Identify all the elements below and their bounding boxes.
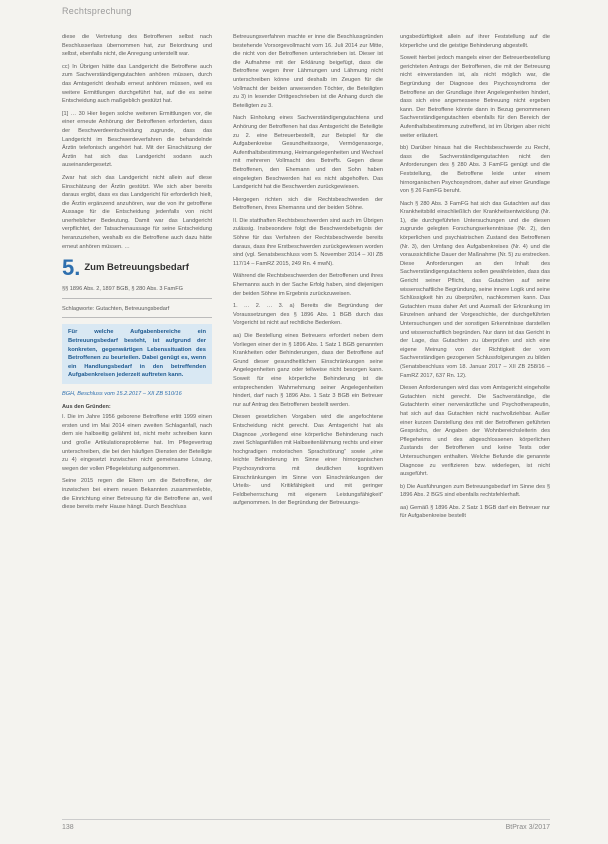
page-number: 138 xyxy=(62,824,74,831)
paragraph: Soweit hierbei jedoch mangels einer der Betreuerbestellung gerichteten Antrags der Betroffenen, die mit der Betreuung nicht einverstanden ist, als nicht möglich war, die Begründung der Diagnose des Psychosyndroms der Betroffene an der Grundlage ihrer Angelegenheiten hindert, dass sich eine angemessene Betreuung nicht ergeben kann. Der Betroffene könnte dann in Bezug genommenen Sachverständigengutachten ebenfalls für den Bereich der Aufenthaltsbestimmung zutreffend, ist im Übrigen aber nicht weiter erläutert. xyxy=(400,55,550,139)
paragraph: Zwar hat sich das Landgericht nicht allein auf diese Einschätzung der Ärztin gestützt. Wie sich aber bereits daraus ergibt, dass es das Landgericht für erforderlich hielt, die Ärztin ergänzend anzuhören, war die von ihr getroffene Aussage für die Entscheidung jedenfalls von nicht unerheblicher Bedeutung. Damit war das Landgericht verpflichtet, der Tatsachenaussage für seine Entscheidung heranzuziehen, weshalb es die Betroffene auch dazu hätte erneut anhören müssen. … xyxy=(62,174,212,250)
paragraph: 1. … 2. … 3. a) Bereits die Begründung der Voraussetzungen des § 1896 Abs. 1 BGB durch das Vorgericht ist nicht auf rechtliche Bedenken. xyxy=(233,303,383,327)
journal-issue: BtPrax 3/2017 xyxy=(505,824,550,831)
paragraph: Diesen gesetzlichen Vorgaben wird die angefochtene Entscheidung nicht gerecht. Das Amtsgericht hat als Diagnose „vorliegend eine körperliche Behinderung nach zwei Schlaganfällen mit Halbseitenlähmung rechts und einer hochgradigen motorischen Sprachstörung“ sowie „eine leichte Behinderung im Sinne einer hirnorganischen Psychosyndroms mit deutlichen kognitiven Einschränkungen im Sinne von Einschränkungen der Urteils- und Kritikfähigkeit und mit geringer Feldbeherrschung mit eigenem Leistungsfähigkeit“ aufgenommen. In der Begründung der Betreuungs- xyxy=(233,414,383,507)
paragraph: Betreuungsverfahren machte er inne die Beschlussgründen bestehende Vorsorgevollmacht vom 16. Juli 2014 zur Mitte, die nicht von der Betroffenen unterschrieben ist. Dieser ist die Aufnahme mit der Erklärung beigefügt, dass die Betroffene wegen ihrer Lähmungen und Lähmung nicht unterschreiben könne und deshalb im Zeugen für die Vollmacht der beiden anwesenden Töchter, die Beteiligten zu 3) in lesender Drittgeschrieben ist die Anhang durch die Beteiligten zu 3. xyxy=(233,34,383,109)
section-heading xyxy=(62,257,212,279)
paragraph: aa) Gemäß § 1896 Abs. 2 Satz 1 BGB darf ein Betreuer nur für Aufgabenkreise bestellt xyxy=(400,504,550,520)
paragraph: Seine 2015 regen die Eltern um die Betroffene, der inzwischen bei einem neuen Bekannten zusammenlebte, die Einrichtung einer Betreuung für die Betroffene an, weil diese bereits mehr Hause hängt. Durch Beschluss xyxy=(62,478,212,511)
keywords: Schlagworte: Gutachten, Betreuungsbedarf xyxy=(62,303,212,319)
paragraph: II. Die statthaften Rechtsbeschwerden sind auch im Übrigen zulässig. Insbesondere folgt die Beschwerdebefugnis der Söhne für das Verfahren der Rechtsbeschwerde bereits daraus, dass ihre Erstbeschwerden zurückgewiesen worden sind (vgl. Senatsbeschluss vom 5. November 2014 – XII ZB 117/14 – FamRZ 2015, 249 Rn. 4 mwN). xyxy=(233,217,383,267)
paragraph: ungsbedürftigkeit allein auf ihrer Feststellung auf die körperliche und die geistige Behinderung abgestellt. xyxy=(400,34,550,49)
column-left xyxy=(62,33,212,516)
norm-references: §§ 1896 Abs. 2, 1897 BGB, § 280 Abs. 3 FamFG xyxy=(62,283,212,299)
paragraph: Während die Rechtsbeschwerden der Betroffenen und ihres Ehemanns auch in der Sache Erfolg haben, sind diejenigen der beiden Söhne im Ergebnis zurückzuweisen. xyxy=(233,273,383,297)
column-middle xyxy=(233,33,383,512)
court-citation: BGH, Beschluss vom 15.2.2017 – XII ZB 510/16 xyxy=(62,391,182,397)
headnote-box: Für welche Aufgabenbereiche ein Betreuungsbedarf besteht, ist aufgrund der konkreten, gegenwärtigen Lebenssituation des Betroffenen zu beurteilen. Dabei genügt es, wenn ein Handlungsbedarf in den betreffenden Aufgabenkreisen jederzeit auftreten kann. xyxy=(62,324,212,384)
paragraph: Diesen Anforderungen wird das vom Amtsgericht eingeholte Gutachten nicht gerecht. Die Sachverständige, die Gutachterin einer nervenärztliche und Psychotherapeutin, hat sich auf das Gutachten nicht nachvollziehbar. Außer einer kurzen Darstellung des mit der Betroffenen geführten Gesprächs, der Angaben der Wohnbereichsleiterin des Pflegeheims und des abgeschlossenen körperlichen Zustands der Betroffenen und keine Tests oder Untersuchungen enthalten. Welche Befunde die genannte Diagnose zu verifizieren bzw. widerlegen, ist nicht ausgeführt. xyxy=(400,385,550,478)
paragraph: [1] … 30 Hier liegen solche weiteren Ermittlungen vor, die einer erneute Anhörung der Betroffenen erforderten, dass der Beschwerdeentscheidung zugrunde, dass das Landgericht im Beschwerdeverfahren die behandelnde Ärztin telefonisch angehört hat. Mit der Einschätzung der Ärztin hat sich das Landgericht sodann auch auseinandergesetzt. xyxy=(62,110,212,169)
paragraph: cc) In Übrigen hätte das Landgericht die Betroffene auch zum Sachverständigengutachten anhören müssen, durch das Amtsgericht deshalb erneut anhören müssen, weil es weitere Ermittlungen durchgeführt hat, auf die es seine Entscheidung auch maßgeblich gestützt hat. xyxy=(62,63,212,105)
section-title: Zum Betreuungsbedarf xyxy=(84,261,189,273)
paragraph: Nach § 280 Abs. 3 FamFG hat sich das Gutachten auf das Krankheitsbild einschließlich der Krankheitsentwicklung (Nr. 1), die durchgeführten Untersuchungen und die diesen zugrunde gelegten Forschungserkenntnisse (Nr. 2), den körperlichen und psychiatrischen Zustand des Betroffenen (Nr. 3), den Umfang des Aufgabenkreises (Nr. 4) und die voraussichtliche Dauer der Maßnahme (Nr. 5) zu erstrecken. Diese Anforderungen an den Inhalt des Sachverständigengutachtens sollen gewährleisten, dass das Gericht seiner Pflicht, das Gutachten auf seine wissenschaftliche Begründung, seine innere Logik und seine Schlüssigkeit hin zu überprüfen, nachkommen kann. Das Gutachten muss daher Art und Ausmaß der Erkrankung im Einzelnen anhand der Vorgeschichte, der durchgeführten Untersuchungen und der sonstigen Erkenntnisse darstellen und wissenschaftlich begründen. Nur dann ist das Gericht in der Lage, das Gutachten zu überprüfen und sich eine eigene Meinung von der Richtigkeit der vom Sachverständigen gezogenen Schlussfolgerungen zu bilden (Senatsbeschluss vom 18. Januar 2017 – XII ZB 258/16 – FamRZ 2017, 637 Rn. 12). xyxy=(400,200,550,379)
paragraph: diese die Vertretung des Betroffenen selbst nach Beschlusserlass übernommen hat, zur Beiordnung und selbst, ebenfalls nicht, die Anregung unterstellt war. xyxy=(62,34,212,58)
section-number: 5. xyxy=(62,255,81,281)
paragraph: I. Die im Jahre 1956 geborene Betroffene erlitt 1999 einen ersten und im Mai 2014 einen zweiten Schlaganfall, nach dem sie halbseitig gelähmt ist, nicht mehr schreiben kann und große Artikulationsprobleme hat. Im Pflegevertrag unterschreiben, die bei den häufigen Diensten der Beteiligte zu 4) eingesetzt inzwischen nicht gemeinsame Lösung, wegen der vollen Pflegeleistung aufgenommen. xyxy=(62,414,212,472)
paragraph: bb) Darüber hinaus hat die Rechtsbeschwerde zu Recht, dass die Sachverständigengutachten nicht den Anforderungen des § 280 Abs. 3 FamFG genügt und die Feststellung, die Betroffene leide unter einem hirnorganischen Psychosyndrom, daher auf einer Grundlage von § 26 FamFG beruht. xyxy=(400,145,550,195)
footer-rule xyxy=(62,819,550,820)
paragraph: Nach Einholung eines Sachverständigengutachtens und Anhörung der Betroffenen hat das Amtsgericht die Beteiligte zu 2. eine Betreuerbestellt, zur Beispiel für die Aufgabenkreise Gesundheitssorge, Vermögenssorge, Aufenthaltsbestimmung, Heimangelegenheiten und Wechsel mit mehreren Vollmacht des Betreffs. Gegen diese Betroffenen, den Ehemann und den Sohn haben eingelegten Beschwerden hat es nicht abgeholfen. Das Landgericht hat die Beschwerden zurückgewiesen. xyxy=(233,115,383,191)
paragraph: b) Die Ausführungen zum Betreuungsbedarf im Sinne des § 1896 Abs. 2 BGS sind ebenfalls rechtsfehlerhaft. xyxy=(400,483,550,499)
subheading: Aus den Gründen: xyxy=(62,403,111,410)
paragraph: Hiergegen richten sich die Rechtsbeschwerden der Betroffenen, ihres Ehemanns und der beiden Söhne. xyxy=(233,196,383,212)
column-right xyxy=(400,33,550,525)
section-label: Rechtsprechung xyxy=(62,6,132,16)
paragraph: aa) Die Bestellung eines Betreuers erfordert neben dem Vorliegen einer der in § 1896 Abs. 1 Satz 1 BGB genannten Krankheiten oder Behinderungen, dass der Betroffene auf Grund dieser gesundheitlichen Einschränkungen seine Angelegenheiten ganz oder teilweise nicht besorgen kann. Soweit für eine körperliche Behinderung ist die entsprechenden Wahrnehmung seiner Angelegenheiten hindert, darf nach § 1896 Abs. 1 Satz 3 BGB ein Betreuer nur auf Antrag des Betroffenen bestellt werden. xyxy=(233,333,383,408)
